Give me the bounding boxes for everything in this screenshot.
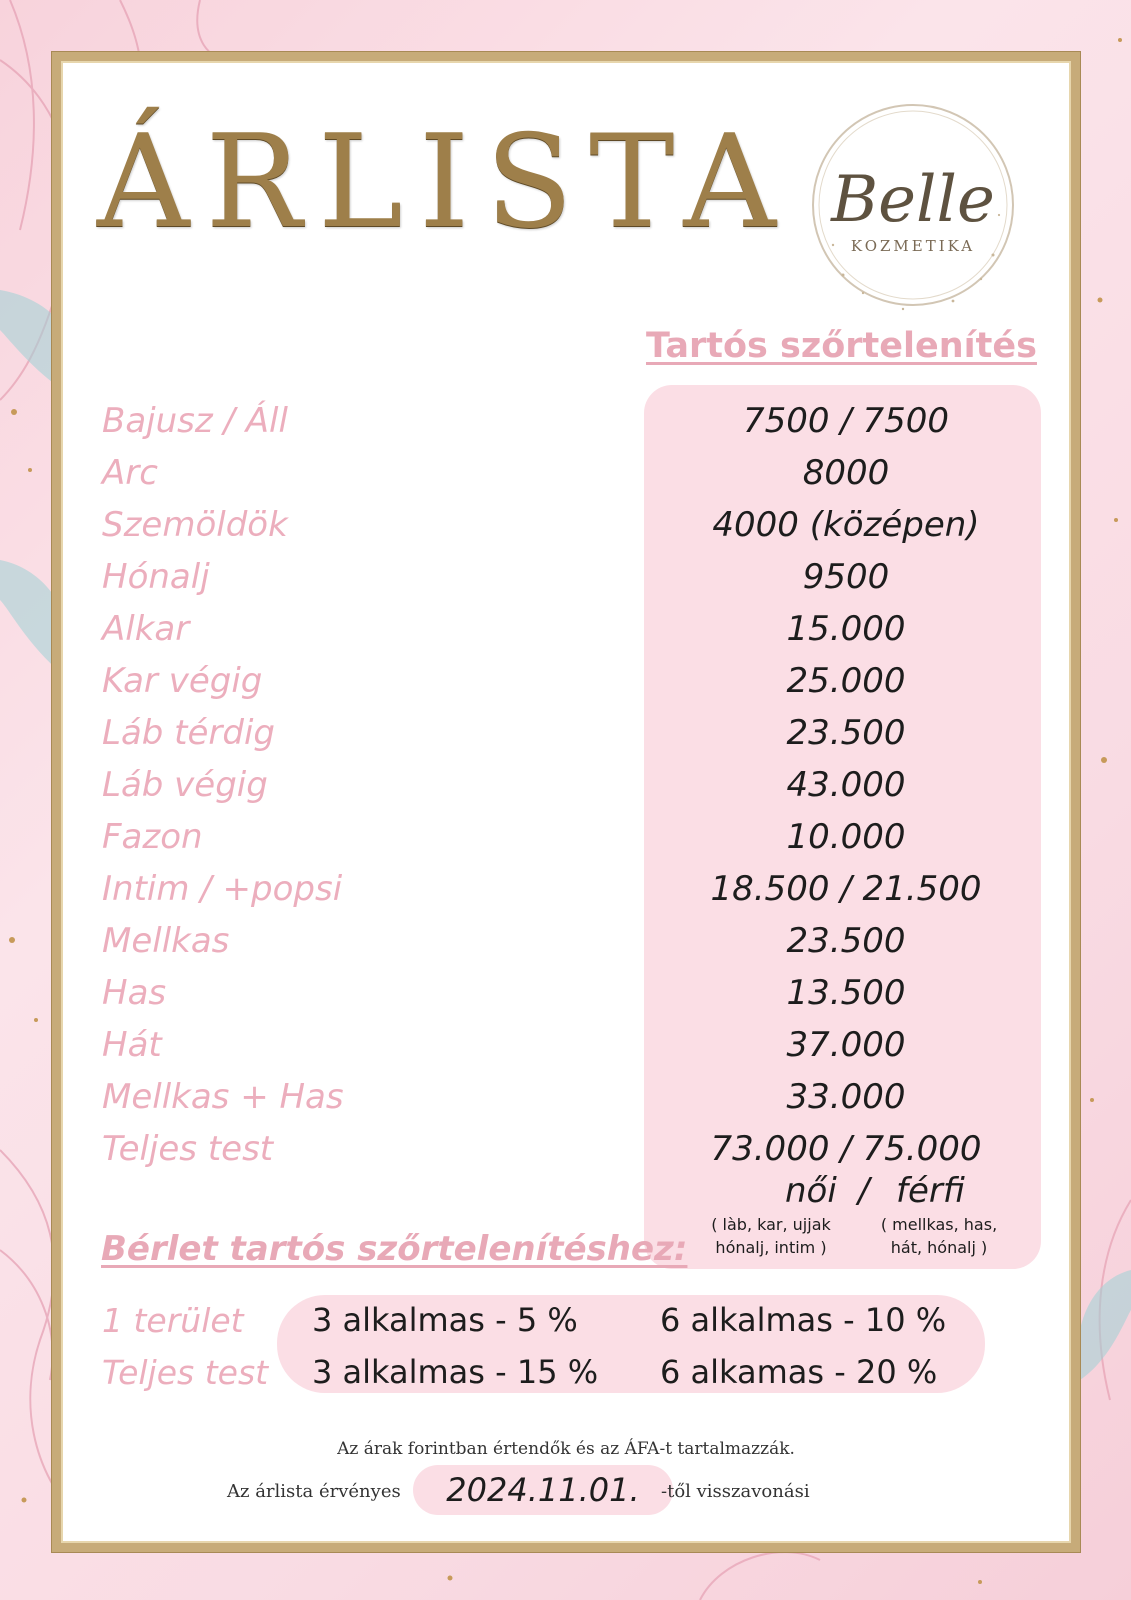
section-title: Tartós szőrtelenítés (646, 326, 1037, 366)
berlet-option-3: 3 alkalmas - 15 % (312, 1353, 599, 1391)
service-name: Láb végig (102, 765, 268, 805)
service-name: Teljes test (102, 1129, 274, 1169)
vat-note: Az árak forintban értendők és az ÁFA-t tartalmazzák. (337, 1439, 795, 1459)
gender-female: női (785, 1171, 837, 1211)
service-price: 7500 / 7500 (742, 401, 950, 441)
female-note (701, 1213, 841, 1259)
valid-date: 2024.11.01. (446, 1471, 640, 1509)
belle-logo (803, 95, 1023, 315)
service-price: 9500 (802, 557, 890, 597)
valid-prefix: Az árlista érvényes (227, 1481, 401, 1502)
service-name: Szemöldök (102, 505, 288, 545)
price-list-card (52, 52, 1080, 1552)
service-name: Hát (102, 1025, 162, 1065)
page-title: ÁRLISTA (97, 108, 792, 257)
service-name: Láb térdig (102, 713, 276, 753)
service-price: 73.000 / 75.000 (710, 1129, 982, 1169)
male-note (869, 1213, 1009, 1259)
service-name: Arc (102, 453, 158, 493)
service-price: 8000 (802, 453, 890, 493)
valid-suffix: -től visszavonási (661, 1481, 810, 1502)
service-price: 37.000 (786, 1025, 906, 1065)
service-price: 33.000 (786, 1077, 906, 1117)
service-price: 15.000 (786, 609, 906, 649)
gender-male: férfi (896, 1171, 965, 1211)
female-note-line: hónalj, intim ) (715, 1238, 827, 1257)
service-price: 4000 (középen) (712, 505, 980, 545)
berlet-option-3: 3 alkalmas - 5 % (312, 1301, 578, 1339)
berlet-area: Teljes test (102, 1353, 269, 1392)
service-price: 10.000 (786, 817, 906, 857)
service-name: Bajusz / Áll (102, 401, 288, 441)
service-name: Intim / +popsi (102, 869, 343, 909)
service-name: Fazon (102, 817, 203, 857)
male-note-line: hát, hónalj ) (890, 1238, 988, 1257)
service-name: Mellkas + Has (102, 1077, 344, 1117)
berlet-title: Bérlet tartós szőrtelenítéshez: (101, 1229, 688, 1269)
logo-script: Belle (831, 163, 995, 237)
logo-text: KOZMETIKA (850, 237, 976, 255)
service-price: 13.500 (786, 973, 906, 1013)
female-note-line: ( làb, kar, ujjak (711, 1215, 831, 1234)
logo-ring-icon (803, 95, 1023, 315)
service-name: Has (102, 973, 167, 1013)
service-price: 18.500 / 21.500 (710, 869, 982, 909)
service-price: 23.500 (786, 921, 906, 961)
service-price: 25.000 (786, 661, 906, 701)
service-name: Hónalj (102, 557, 210, 597)
service-name: Alkar (102, 609, 190, 649)
male-note-line: ( mellkas, has, (880, 1215, 998, 1234)
berlet-area: 1 terület (102, 1301, 244, 1340)
berlet-option-6: 6 alkamas - 20 % (660, 1353, 938, 1391)
berlet-option-6: 6 alkalmas - 10 % (660, 1301, 947, 1339)
service-name: Kar végig (102, 661, 263, 701)
service-name: Mellkas (102, 921, 230, 961)
service-price: 43.000 (786, 765, 906, 805)
gender-separator: / (858, 1171, 870, 1211)
service-price: 23.500 (786, 713, 906, 753)
